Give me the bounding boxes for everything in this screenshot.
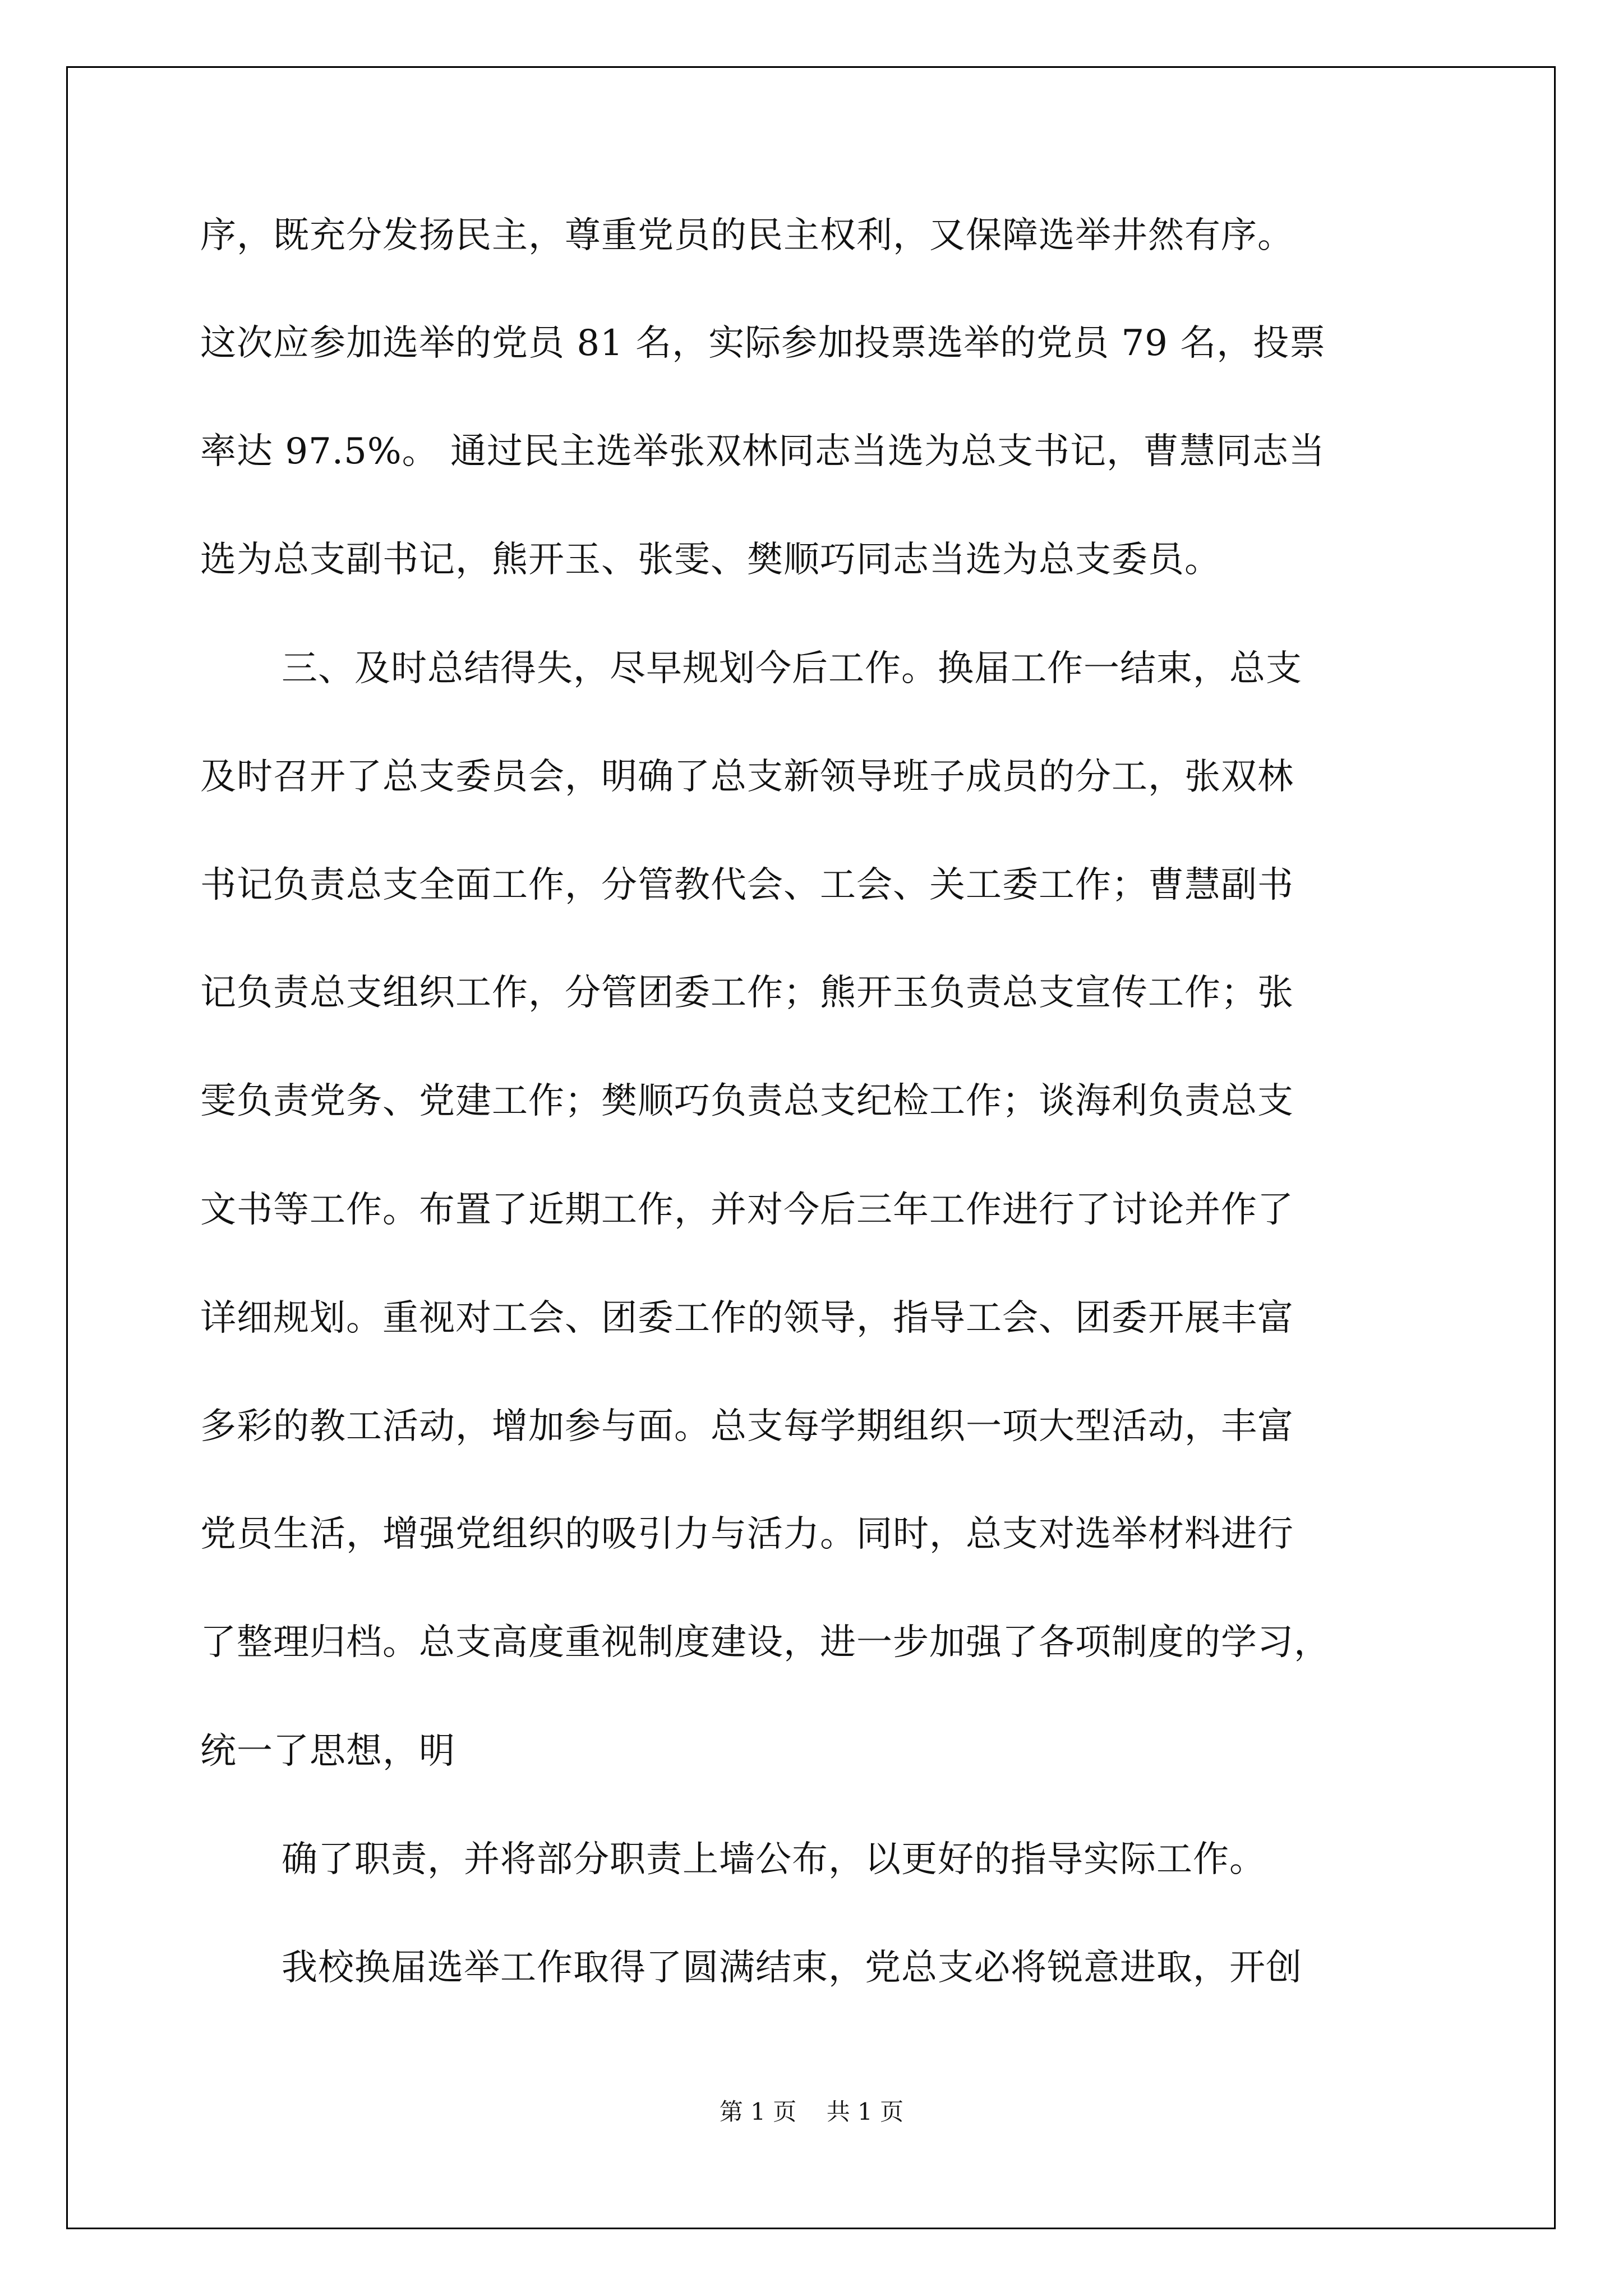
text-line: 统一了思想，明 — [200, 1731, 455, 1772]
text-line: 记负责总支组织工作，分管团委工作；熊开玉负责总支宣传工作；张 — [200, 972, 1294, 1014]
page-border — [66, 66, 1556, 2229]
text-line: 及时召开了总支委员会，明确了总支新领导班子成员的分工，张双林 — [200, 756, 1294, 798]
text-line: 这次应参加选举的党员 81 名，实际参加投票选举的党员 79 名，投票 — [200, 323, 1326, 364]
paragraph-start-line: 确了职责，并将部分职责上墙公布，以更好的指导实际工作。 — [282, 1839, 1266, 1880]
text-line: 党员生活，增强党组织的吸引力与活力。同时，总支对选举材料进行 — [200, 1513, 1294, 1555]
text-line: 序，既充分发扬民主，尊重党员的民主权利，又保障选举井然有序。 — [200, 215, 1294, 256]
paragraph-start-line: 我校换届选举工作取得了圆满结束，党总支必将锐意进取，开创 — [282, 1947, 1302, 1989]
text-line: 多彩的教工活动，增加参与面。总支每学期组织一项大型活动，丰富 — [200, 1406, 1294, 1447]
text-line: 选为总支副书记，熊开玉、张雯、樊顺巧同志当选为总支委员。 — [200, 539, 1221, 581]
text-line: 文书等工作。布置了近期工作，并对今后三年工作进行了讨论并作了 — [200, 1189, 1294, 1231]
paragraph-start-line: 三、及时总结得失，尽早规划今后工作。换届工作一结束，总支 — [282, 648, 1302, 689]
text-line: 详细规划。重视对工会、团委工作的领导，指导工会、团委开展丰富 — [200, 1297, 1294, 1339]
page-number-footer: 第 1 页 共 1 页 — [719, 2098, 904, 2125]
text-line: 了整理归档。总支高度重视制度建设，进一步加强了各项制度的学习， — [200, 1622, 1330, 1663]
text-line: 书记负责总支全面工作，分管教代会、工会、关工委工作；曹慧副书 — [200, 864, 1294, 906]
text-line: 雯负责党务、党建工作；樊顺巧负责总支纪检工作；谈海利负责总支 — [200, 1080, 1294, 1122]
text-line: 率达 97.5%。 通过民主选举张双林同志当选为总支书记，曹慧同志当 — [200, 431, 1325, 472]
